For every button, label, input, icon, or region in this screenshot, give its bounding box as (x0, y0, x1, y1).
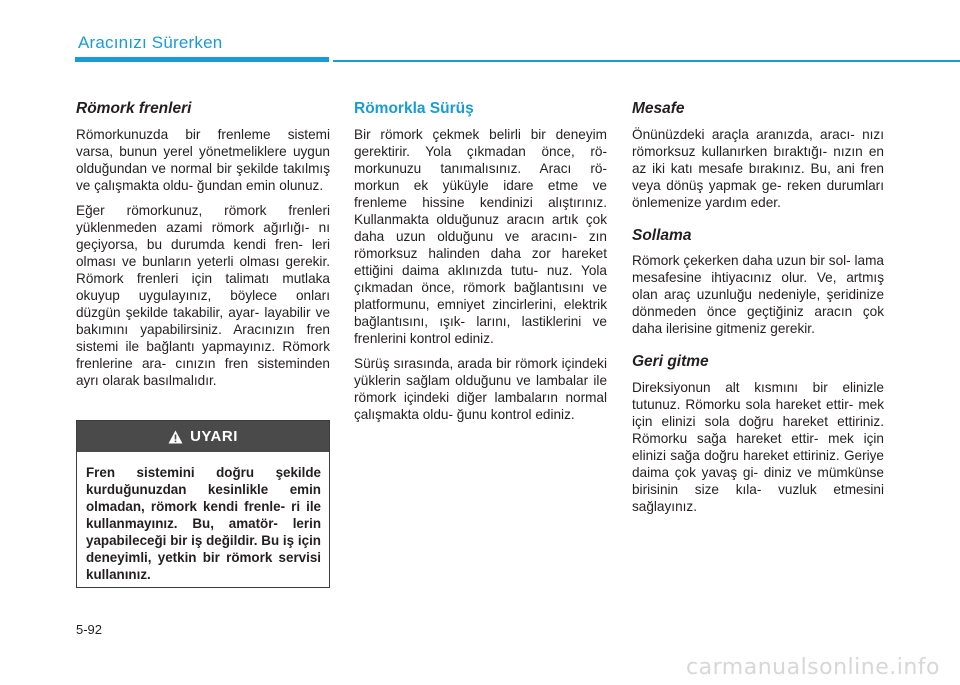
heading-romorkla-surus: Römorkla Sürüş (354, 100, 474, 117)
heading-geri-gitme: Geri gitme (632, 353, 709, 371)
left-column (76, 100, 330, 397)
warning-text: Fren sistemini doğru şekilde kurduğunuzdan kesinlikle emin olmadan, römork kendi frenle- ri ile kullanmayınız. Bu, amatör- lerin yapabileceği bir iş değildir. Bu iş için deneyimli, yetkin bir römork servisi kullanınız. (86, 465, 321, 582)
warning-header (77, 421, 329, 452)
page-number: 5-92 (76, 622, 103, 637)
paragraph: Römork çekerken daha uzun bir sol- lama mesafesine ihtiyacınız olur. Ve, artmış olan araç uzunluğu nedeniyle, şeridinize dönmeden önce geçtiğiniz aracın çok daha ilerisine gitmeniz gerekir. (632, 253, 884, 337)
header-rule-thin (333, 60, 960, 62)
heading-mesafe: Mesafe (632, 100, 685, 117)
warning-title: UYARI (190, 428, 238, 445)
paragraph: Önünüzdeki araçla aranızda, aracı- nızı römorksuz kullanırken bıraktığı- nızın en az iki katı mesafe bırakınız. Bu, ani fren veya dönüş yapmak ge- reken durumları önlemenize yardım eder. (632, 126, 884, 210)
heading-romork-frenleri: Römork frenleri (76, 100, 192, 117)
watermark: carmanualsonline.info (686, 655, 940, 680)
warning-triangle-icon (168, 430, 183, 444)
paragraph: Direksiyonun alt kısmını bir elinizle tutunuz. Römorku sola hareket ettir- mek için elinizi sola doğru hareket ettiriniz. Römorku sağa hareket ettir- mek için elinizi sağa doğru hareket ettiriniz. Geriye daima çok yavaş gi- diniz ve mümkünse birisinin size kıla- vuzluk etmesini sağlayınız. (632, 379, 884, 514)
header-rule-thick (75, 57, 329, 62)
heading-sollama: Sollama (632, 226, 692, 244)
paragraph: Römorkunuzda bir frenleme sistemi varsa, bunun yerel yönetmeliklere uygun olduğundan ve normal bir şekilde takılmış ve çalışmakta oldu- ğundan emin olunuz. (76, 126, 330, 193)
section-title: Aracınızı Sürerken (78, 33, 223, 52)
paragraph: Bir römork çekmek belirli bir deneyim gerektirir. Yola çıkmadan önce, rö- morkunuzu tanımalısınız. Aracı rö- morkun ek yüküyle idare etme ve frenleme hissine kendinizi alıştırınız. Kullanmakta olduğunuz aracın artık çok daha uzun olduğunu ve aracını- zın römorksuz halinden daha zor hareket ettiğini daima aklınızda tutu- nuz. Yola çıkmadan önce, römork bağlantısını ve platformunu, emniyet zincirlerini, elektrik bağlantısını, ışık- larını, lastiklerini ve frenlerini kontrol ediniz. (354, 126, 607, 346)
paragraph: Eğer römorkunuz, römork frenleri yüklenmeden azami römork ağırlığı- nı geçiyorsa, bu durumda kendi fren- leri olması ve bunların yeterli olması gerekir. Römork frenleri için talimatı mutlaka okuyup uygulayınız, böylece onları düzgün şekilde takabilir, ayar- layabilir ve bakımını yapabilirsiniz. Aracınızın fren sistemi ile bağlantı yapmayınız. Römork frenlerine ara- cınızın fren sisteminden ayrı olarak basılmalıdır. (76, 202, 330, 388)
paragraph: Sürüş sırasında, arada bir römork içindeki yüklerin sağlam olduğunu ve lambalar ile römork içindeki diğer lambaların normal çalışmakta oldu- ğunu kontrol ediniz. (354, 355, 607, 422)
middle-column (354, 100, 607, 431)
right-column (632, 100, 884, 523)
warning-box (76, 420, 330, 588)
